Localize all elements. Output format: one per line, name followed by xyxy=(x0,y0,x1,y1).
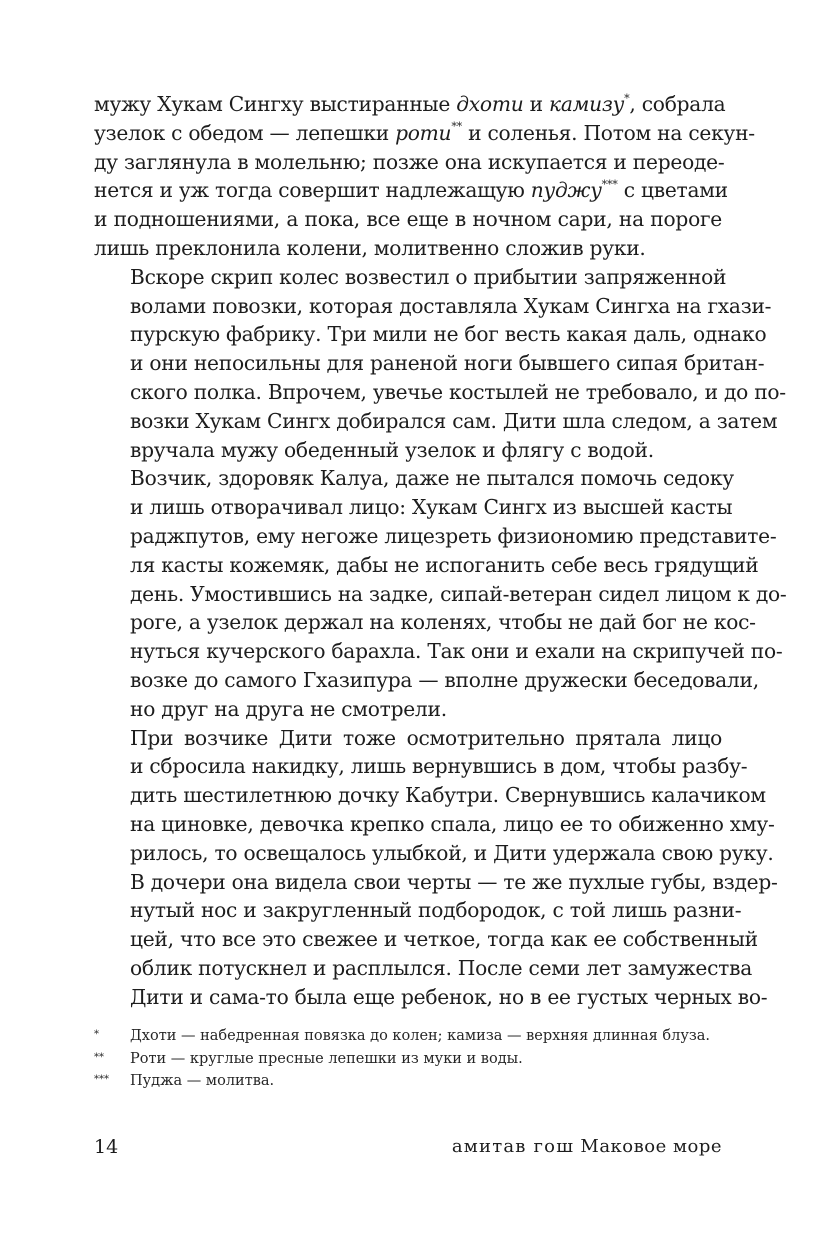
body-text xyxy=(94,90,787,1012)
text-line: и они непосильны для раненой ноги бывшего сипая британ- xyxy=(130,351,765,376)
paragraph-2 xyxy=(94,263,786,465)
text-line: вручала мужу обеденный узелок и флягу с водой. xyxy=(130,437,654,462)
text-line: рилось, то освещалось улыбкой, и Дити удержала свою руку. xyxy=(130,840,774,865)
footnote-text: Дхоти — набедренная повязка до колен; камиза — верхняя длинная блуза. xyxy=(130,1028,711,1044)
text-line: ля касты кожемяк, дабы не испоганить себе весь грядущий xyxy=(130,552,759,577)
footnote-mark: ** xyxy=(94,1051,104,1063)
text-line: и сбросила накидку, лишь вернувшись в дом, чтобы разбу- xyxy=(130,754,748,779)
footnote-text: Пуджа — молитва. xyxy=(130,1073,275,1089)
footnote-ref: * xyxy=(624,91,630,105)
text-line: Возчик, здоровяк Калуа, даже не пытался помочь седоку xyxy=(130,466,734,491)
footnotes xyxy=(94,1026,722,1094)
text-line: дить шестилетнюю дочку Кабутри. Свернувшись калачиком xyxy=(130,783,766,808)
text-line: но друг на друга не смотрели. xyxy=(130,696,447,721)
footnote xyxy=(94,1049,722,1072)
footnote-ref: *** xyxy=(601,178,618,191)
text-line: облик потускнел и расплылся. После семи лет замужества xyxy=(130,955,752,980)
text-line: цей, что все это свежее и четкое, тогда как ее собственный xyxy=(130,927,758,952)
page-footer xyxy=(94,1136,722,1166)
paragraph-4 xyxy=(94,724,778,1012)
text-line: нутый нос и закругленный подбородок, с той лишь разни- xyxy=(130,898,742,923)
paragraph-3 xyxy=(94,464,787,723)
text-line: Вскоре скрип колес возвестил о прибытии запряженной xyxy=(130,264,727,289)
footnote xyxy=(94,1026,722,1049)
text-line: и подношениями, а пока, все еще в ночном сари, на пороге xyxy=(94,207,722,232)
text-line: нуться кучерского барахла. Так они и ехали на скрипучей по- xyxy=(130,639,783,664)
italic-term: пуджу xyxy=(530,178,602,203)
running-head xyxy=(452,1136,722,1157)
footnote-mark: *** xyxy=(94,1074,109,1085)
text-line: В дочери она видела свои черты — те же пухлые губы, вздер- xyxy=(130,869,778,894)
italic-term: дхоти xyxy=(456,92,524,116)
text-line: мужу Хукам Сингху выстиранные дхоти и камизу*, собрала xyxy=(94,91,726,116)
italic-term: камизу xyxy=(549,92,625,116)
text-line: на циновке, девочка крепко спала, лицо ее то обиженно хму- xyxy=(130,811,775,836)
text-line: роге, а узелок держал на коленях, чтобы не дай бог не кос- xyxy=(130,610,756,635)
footnote-ref: ** xyxy=(451,120,462,134)
text-line: нется и уж тогда совершит надлежащую пуджу*** с цветами xyxy=(94,178,728,203)
book-title: Маковое море xyxy=(580,1136,722,1157)
text-line: возке до самого Гхазипура — вполне дружески беседовали, xyxy=(130,667,759,692)
text-line: лишь преклонила колени, молитвенно сложив руки. xyxy=(94,235,646,260)
italic-term: роти xyxy=(395,120,452,145)
author-name: амитав гош xyxy=(451,1136,575,1157)
text-line: Дити и сама-то была еще ребенок, но в ее густых черных во- xyxy=(130,984,768,1009)
text-line: раджпутов, ему негоже лицезреть физиономию представите- xyxy=(130,523,777,548)
footnote-text: Роти — круглые пресные лепешки из муки и воды. xyxy=(130,1050,523,1067)
text-line: ду заглянула в молельню; позже она искупается и переоде- xyxy=(94,149,725,174)
text-line: При возчике Дити тоже осмотрительно прятала лицо xyxy=(130,725,722,750)
text-line: волами повозки, которая доставляла Хукам Сингха на гхази- xyxy=(130,293,772,318)
page-number: 14 xyxy=(94,1136,119,1158)
text-line: пурскую фабрику. Три мили не бог весть какая даль, однако xyxy=(130,322,767,347)
text-line: возки Хукам Сингх добирался сам. Дити шла следом, а затем xyxy=(130,408,778,433)
text-line: и лишь отворачивал лицо: Хукам Сингх из высшей касты xyxy=(130,495,733,520)
text-line: ского полка. Впрочем, увечье костылей не требовало, и до по- xyxy=(130,379,786,404)
footnote-mark: * xyxy=(94,1029,99,1040)
text-line: день. Умостившись на задке, сипай-ветеран сидел лицом к до- xyxy=(130,581,787,606)
paragraph-1 xyxy=(94,90,755,263)
footnote xyxy=(94,1071,722,1094)
text-line: узелок с обедом — лепешки роти** и соленья. Потом на секун- xyxy=(94,120,755,145)
